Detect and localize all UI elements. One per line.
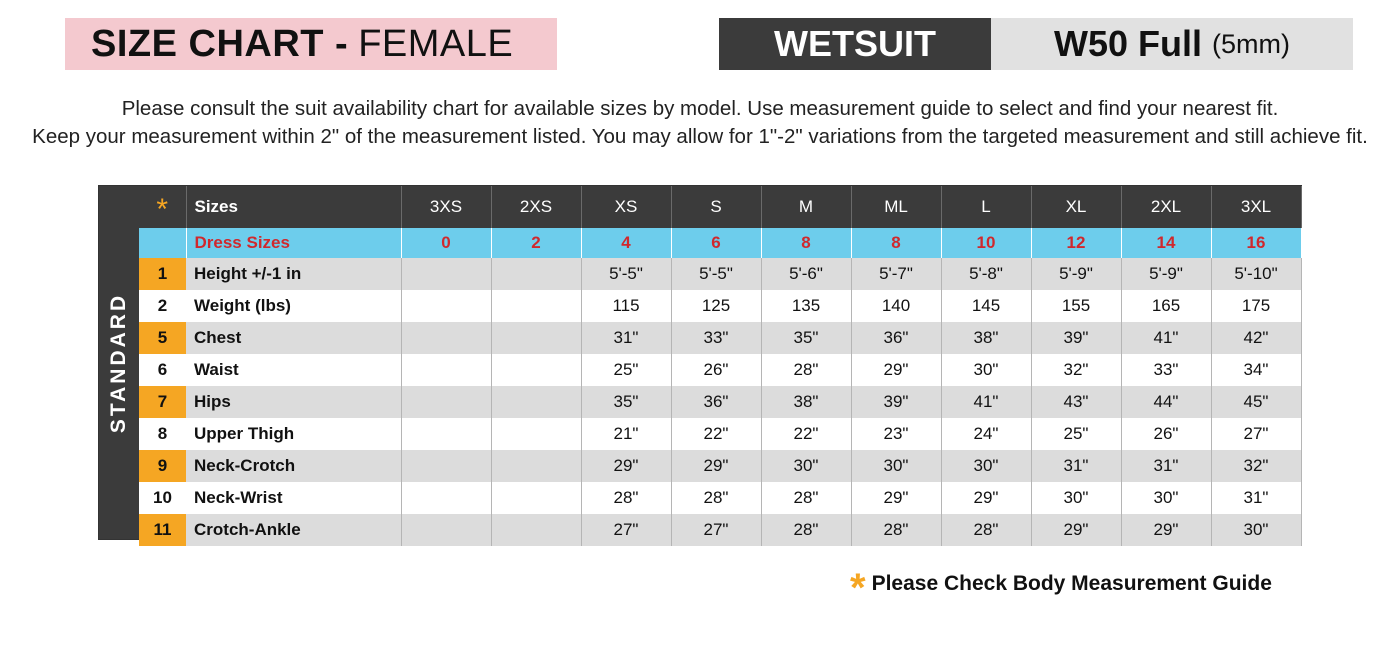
measurement-cell: 26" (1121, 418, 1211, 450)
side-label (99, 186, 139, 539)
measurement-cell: 27" (1211, 418, 1301, 450)
dress-size-cell: 6 (671, 228, 761, 258)
table-row (139, 386, 1301, 418)
row-index: 11 (139, 514, 186, 546)
dress-size-cell: 8 (761, 228, 851, 258)
measurement-cell: 29" (851, 482, 941, 514)
measurement-cell: 29" (941, 482, 1031, 514)
measurement-cell: 28" (941, 514, 1031, 546)
measurement-cell (401, 322, 491, 354)
row-index: 7 (139, 386, 186, 418)
measurement-cell (491, 354, 581, 386)
measurement-cell: 165 (1121, 290, 1211, 322)
measurement-cell: 33" (671, 322, 761, 354)
size-header: 3XS (401, 186, 491, 228)
measurement-cell: 30" (1121, 482, 1211, 514)
measurement-cell: 25" (581, 354, 671, 386)
product-category: WETSUIT (719, 18, 991, 70)
measurement-cell: 28" (581, 482, 671, 514)
measurement-cell: 29" (1121, 514, 1211, 546)
size-table (139, 186, 1302, 546)
measurement-cell (491, 418, 581, 450)
measurement-cell: 31" (1121, 450, 1211, 482)
table-row (139, 514, 1301, 546)
measurement-cell (491, 386, 581, 418)
measurement-cell: 5'-5" (671, 258, 761, 290)
measurement-cell (491, 514, 581, 546)
table-row (139, 322, 1301, 354)
measurement-cell: 27" (581, 514, 671, 546)
measurement-cell: 25" (1031, 418, 1121, 450)
measurement-cell (491, 290, 581, 322)
measurement-cell: 31" (1031, 450, 1121, 482)
dress-sizes-label: Dress Sizes (186, 228, 401, 258)
measurement-cell: 44" (1121, 386, 1211, 418)
measurement-cell (401, 354, 491, 386)
size-header: L (941, 186, 1031, 228)
row-index: 5 (139, 322, 186, 354)
measurement-cell (491, 322, 581, 354)
sizes-label: Sizes (186, 186, 401, 228)
table-row (139, 354, 1301, 386)
measurement-cell: 32" (1031, 354, 1121, 386)
intro-line-1: Please consult the suit availability chart for available sizes by model. Use measurement guide to select and find your nearest fit. (121, 97, 1279, 120)
size-chart (98, 185, 1302, 540)
product-banner (719, 18, 1353, 70)
measurement-cell: 5'-9" (1121, 258, 1211, 290)
intro-line-2: Keep your measurement within 2" of the measurement listed. You may allow for 1"-2" variations from the targeted measurement and still achieve fit. (32, 125, 1368, 148)
measurement-cell: 31" (581, 322, 671, 354)
measurement-cell: 115 (581, 290, 671, 322)
measurement-name: Height +/-1 in (186, 258, 401, 290)
measurement-cell: 29" (851, 354, 941, 386)
measurement-cell (401, 258, 491, 290)
measurement-cell: 36" (851, 322, 941, 354)
measurement-cell: 30" (941, 450, 1031, 482)
measurement-cell (401, 450, 491, 482)
size-header: S (671, 186, 761, 228)
measurement-cell: 39" (1031, 322, 1121, 354)
measurement-cell (401, 482, 491, 514)
dress-size-cell: 10 (941, 228, 1031, 258)
measurement-cell: 32" (1211, 450, 1301, 482)
dress-size-cell: 4 (581, 228, 671, 258)
asterisk-icon: * (850, 566, 866, 610)
measurement-cell: 28" (671, 482, 761, 514)
measurement-name: Upper Thigh (186, 418, 401, 450)
measurement-cell: 5'-5" (581, 258, 671, 290)
measurement-cell: 30" (1211, 514, 1301, 546)
measurement-cell: 26" (671, 354, 761, 386)
measurement-name: Neck-Wrist (186, 482, 401, 514)
size-header: ML (851, 186, 941, 228)
measurement-cell: 29" (1031, 514, 1121, 546)
table-row (139, 258, 1301, 290)
asterisk-icon: * (139, 186, 186, 228)
table-row (139, 450, 1301, 482)
measurement-cell: 30" (761, 450, 851, 482)
row-index: 2 (139, 290, 186, 322)
measurement-cell: 5'-6" (761, 258, 851, 290)
measurement-cell: 140 (851, 290, 941, 322)
measurement-cell: 22" (671, 418, 761, 450)
measurement-cell (401, 290, 491, 322)
measurement-cell: 27" (671, 514, 761, 546)
size-header: XL (1031, 186, 1121, 228)
measurement-cell: 22" (761, 418, 851, 450)
footnote (850, 565, 1272, 610)
measurement-cell: 155 (1031, 290, 1121, 322)
measurement-name: Hips (186, 386, 401, 418)
measurement-cell: 30" (1031, 482, 1121, 514)
measurement-cell: 21" (581, 418, 671, 450)
measurement-cell: 5'-8" (941, 258, 1031, 290)
row-index: 1 (139, 258, 186, 290)
dress-blank (139, 228, 186, 258)
measurement-cell: 38" (761, 386, 851, 418)
row-index: 10 (139, 482, 186, 514)
measurement-cell (491, 450, 581, 482)
measurement-cell: 45" (1211, 386, 1301, 418)
dress-size-cell: 16 (1211, 228, 1301, 258)
measurement-cell (491, 482, 581, 514)
dress-size-cell: 0 (401, 228, 491, 258)
dress-size-cell: 2 (491, 228, 581, 258)
title-bold: SIZE CHART - (91, 22, 349, 65)
measurement-cell: 42" (1211, 322, 1301, 354)
measurement-cell: 24" (941, 418, 1031, 450)
table-row (139, 418, 1301, 450)
dress-size-cell: 12 (1031, 228, 1121, 258)
size-header: XS (581, 186, 671, 228)
measurement-name: Chest (186, 322, 401, 354)
measurement-cell (401, 418, 491, 450)
footnote-text: Please Check Body Measurement Guide (871, 572, 1272, 595)
measurement-cell: 34" (1211, 354, 1301, 386)
measurement-cell: 125 (671, 290, 761, 322)
measurement-cell: 28" (761, 482, 851, 514)
measurement-cell: 29" (581, 450, 671, 482)
measurement-cell: 31" (1211, 482, 1301, 514)
size-header: 2XS (491, 186, 581, 228)
size-header: 3XL (1211, 186, 1301, 228)
row-index: 6 (139, 354, 186, 386)
measurement-cell: 35" (581, 386, 671, 418)
measurement-cell: 30" (941, 354, 1031, 386)
measurement-cell: 28" (851, 514, 941, 546)
measurement-cell: 41" (1121, 322, 1211, 354)
measurement-cell (401, 514, 491, 546)
measurement-cell: 175 (1211, 290, 1301, 322)
side-label-text: STANDARD (107, 292, 130, 433)
measurement-cell: 43" (1031, 386, 1121, 418)
model-name: W50 Full (1054, 23, 1203, 64)
measurement-cell: 41" (941, 386, 1031, 418)
measurement-cell: 35" (761, 322, 851, 354)
measurement-name: Crotch-Ankle (186, 514, 401, 546)
row-index: 8 (139, 418, 186, 450)
measurement-cell: 39" (851, 386, 941, 418)
dress-size-cell: 8 (851, 228, 941, 258)
measurement-cell: 29" (671, 450, 761, 482)
measurement-cell: 28" (761, 354, 851, 386)
model-thickness: (5mm) (1212, 28, 1290, 59)
table-row (139, 482, 1301, 514)
title-light: FEMALE (358, 22, 514, 65)
measurement-cell: 38" (941, 322, 1031, 354)
measurement-name: Waist (186, 354, 401, 386)
row-index: 9 (139, 450, 186, 482)
header-row (139, 186, 1301, 228)
measurement-cell (401, 386, 491, 418)
intro-text (0, 95, 1400, 151)
measurement-cell: 5'-7" (851, 258, 941, 290)
size-header: 2XL (1121, 186, 1211, 228)
measurement-cell: 30" (851, 450, 941, 482)
dress-size-cell: 14 (1121, 228, 1211, 258)
measurement-cell: 36" (671, 386, 761, 418)
dress-size-row (139, 228, 1301, 258)
measurement-cell: 135 (761, 290, 851, 322)
size-header: M (761, 186, 851, 228)
measurement-cell: 5'-10" (1211, 258, 1301, 290)
measurement-cell: 145 (941, 290, 1031, 322)
measurement-name: Neck-Crotch (186, 450, 401, 482)
product-model (991, 18, 1353, 70)
measurement-name: Weight (lbs) (186, 290, 401, 322)
measurement-cell: 33" (1121, 354, 1211, 386)
measurement-cell (491, 258, 581, 290)
measurement-cell: 28" (761, 514, 851, 546)
table-row (139, 290, 1301, 322)
measurement-cell: 5'-9" (1031, 258, 1121, 290)
measurement-cell: 23" (851, 418, 941, 450)
chart-title (65, 18, 557, 70)
